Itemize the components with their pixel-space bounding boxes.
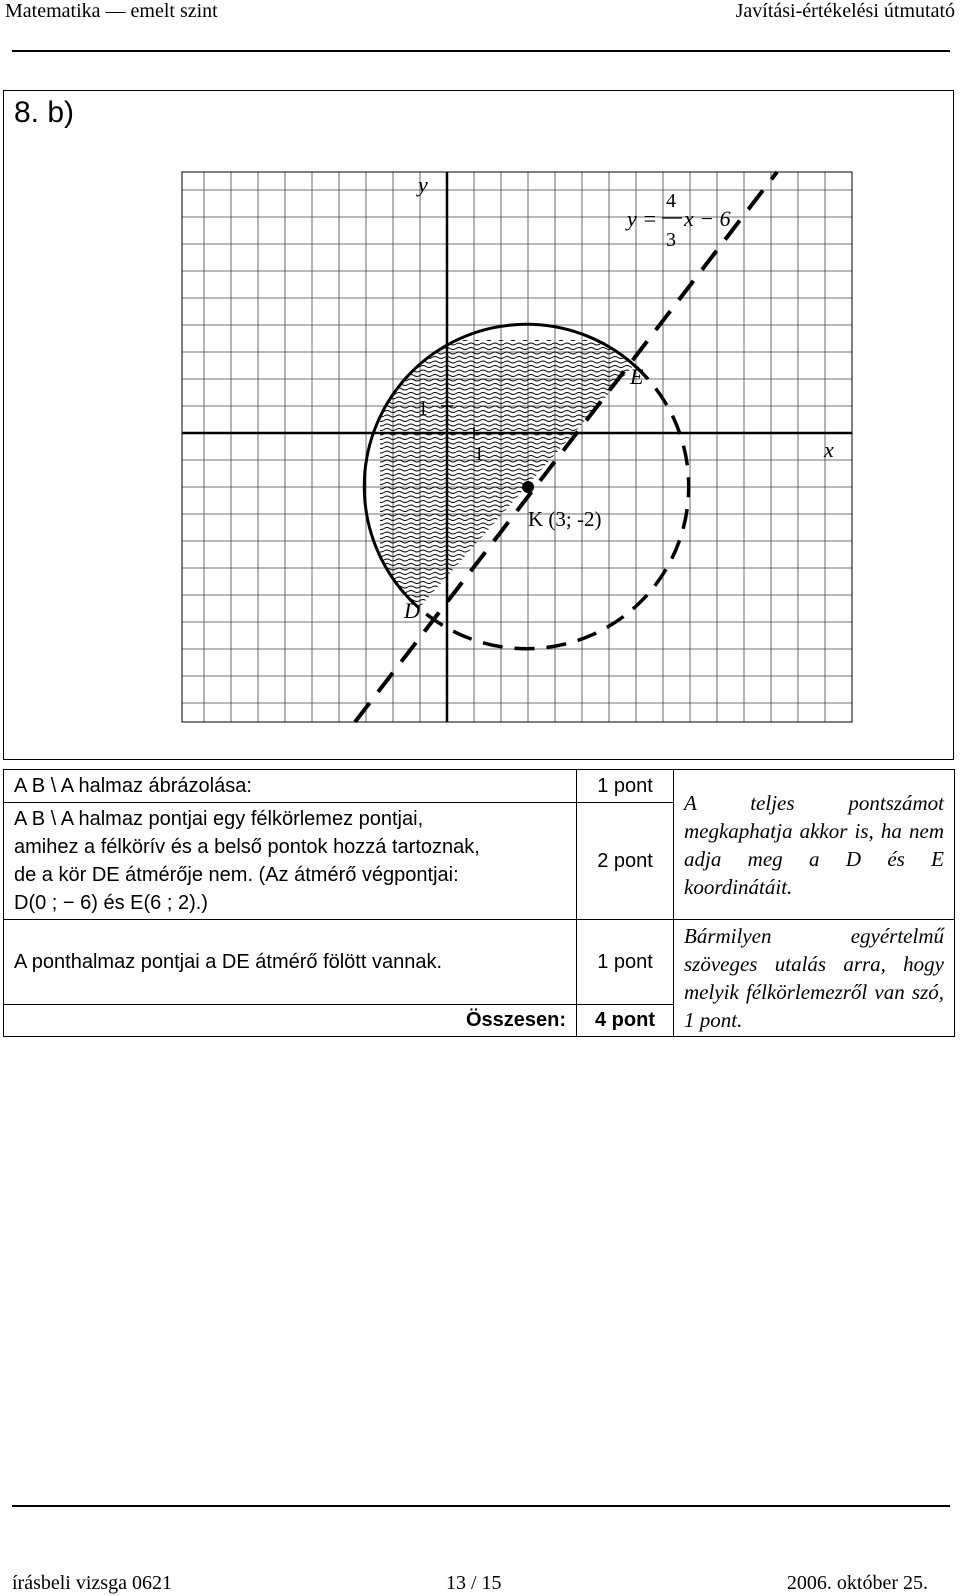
- footer-left: írásbeli vizsga 0621: [12, 1572, 172, 1594]
- point-D-label: D: [404, 598, 420, 623]
- point-K-label: K (3; -2): [528, 507, 602, 531]
- y-tick-label: 1: [418, 398, 428, 420]
- row-line: D(0 ; − 6) és E(6 ; 2).): [14, 892, 208, 914]
- row-line: de a kör DE átmérője nem. (Az átmérő végpontjai:: [14, 864, 459, 886]
- line-eq-lhs: y =: [627, 206, 658, 231]
- table-row: [4, 920, 955, 1005]
- section-title: 8. b): [14, 96, 75, 129]
- note-bottom: Bármilyen egyértelmű szöveges utalás arra, hogy melyik félkörlemezről van szó, 1 pont.: [674, 920, 955, 1037]
- shaded-half-disc: [380, 340, 640, 620]
- row-points: 2 pont: [577, 803, 674, 920]
- footer-center: 13 / 15: [446, 1572, 502, 1594]
- row-points: 1 pont: [577, 920, 674, 1005]
- footer-rule: [12, 1505, 950, 1507]
- total-label: Összesen:: [4, 1005, 577, 1037]
- table-row: [4, 770, 955, 803]
- row-line: amihez a félkörív és a belső pontok hozzá tartoznak,: [14, 836, 480, 858]
- y-axis-label: y: [418, 172, 428, 197]
- line-eq-den: 3: [666, 229, 676, 251]
- line-eq-rhs: x − 6: [684, 206, 731, 231]
- x-tick-label: 1: [474, 443, 484, 465]
- row-line: A B \ A halmaz pontjai egy félkörlemez pontjai,: [14, 808, 424, 830]
- x-axis-label: x: [824, 437, 834, 462]
- scoring-table: [3, 769, 955, 1037]
- header-left: Matematika — emelt szint: [5, 0, 218, 22]
- note-top: A teljes pontszámot megkaphatja akkor is, ha nem adja meg a D és E koordinátáit.: [674, 770, 955, 920]
- total-points: 4 pont: [577, 1005, 674, 1037]
- row-points: 1 pont: [577, 770, 674, 803]
- line-eq-num: 4: [666, 190, 676, 212]
- coordinate-graph: [0, 0, 960, 770]
- point-E-label: E: [630, 364, 644, 389]
- footer-right: 2006. október 25.: [786, 1572, 928, 1594]
- row-text: A ponthalmaz pontjai a DE átmérő fölött vannak.: [4, 920, 577, 1005]
- header-right: Javítási-értékelési útmutató: [735, 0, 955, 22]
- row-text: A B \ A halmaz ábrázolása:: [4, 770, 577, 803]
- row-text-multiline: [4, 803, 577, 920]
- center-point-K: [522, 481, 534, 493]
